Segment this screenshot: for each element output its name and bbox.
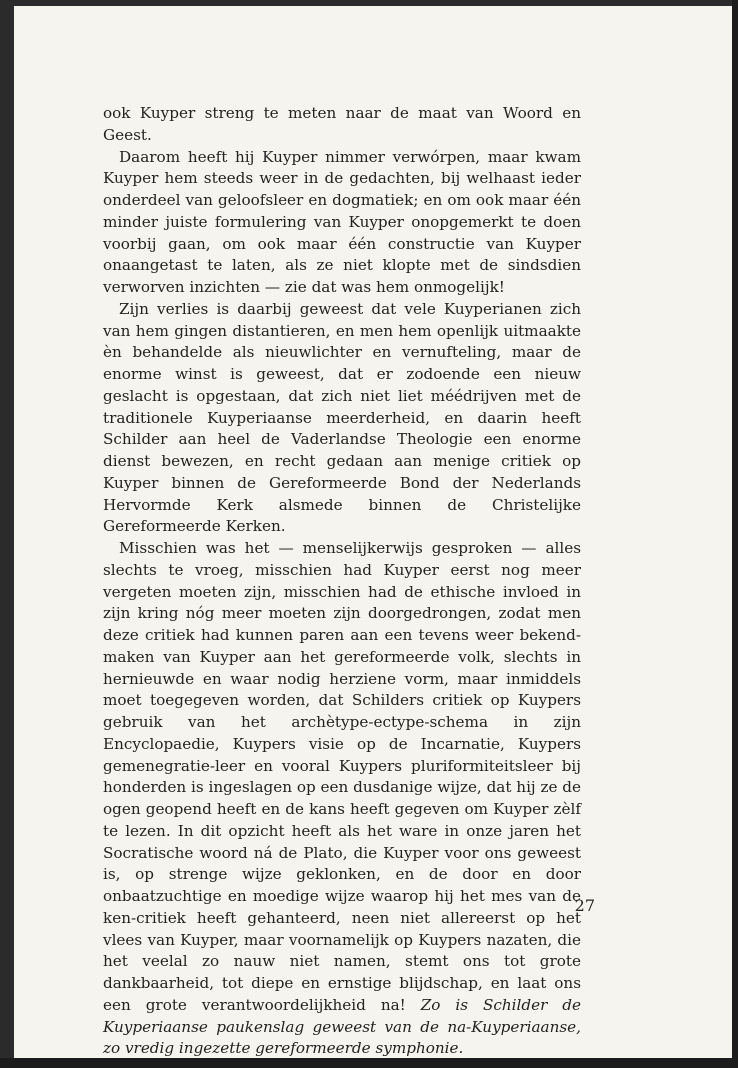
page-number: 27 bbox=[574, 896, 595, 915]
paragraph-misschien-text: Misschien was het — menselijkerwijs gesproken — alles slechts te vroeg, misschien had Kuyper eerst nog meer vergeten moeten zijn, misschien had de ethische invloed in zijn kring nóg meer moeten zijn doorgedrongen, zodat men deze critiek had kunnen paren aan een tevens weer bekend-maken van Kuyper aan het gereformeerde volk, slechts in hernieuwde en waar nodig herziene vorm, maar inmiddels moet toegegeven worden, dat Schilders critiek op Kuypers gebruik van het archètype-ectype-schema in zijn Encyclopaedie, Kuypers visie op de Incarnatie, Kuypers gemenegratie-leer en vooral Kuypers pluriformiteitsleer bij honderden is ingeslagen op een dusdanige wijze, dat hij ze de ogen geopend heeft en de kans heeft gegeven om Kuyper zèlf te lezen. In dit opzicht heeft als het ware in onze jaren het Socratische woord ná de Plato, die Kuyper voor ons geweest is, op strenge wijze geklonken, en de door en door onbaatzuchtige en moedige wijze waarop hij het mes van de ken-critiek heeft gehanteerd, neen niet allereerst op het vlees van Kuyper, maar voornamelijk op Kuypers nazaten, die het veelal zo nauw niet namen, stemt ons tot grote dankbaarheid, tot diepe en ernstige blijdschap, en laat ons een grote verantwoordelijkheid na! bbox=[103, 539, 581, 1014]
paragraph-continuation: ook Kuyper streng te meten naar de maat van Woord en Geest. bbox=[103, 104, 581, 144]
closing-italic-sentence: Zo is Schilder de Kuyperiaanse paukenslag geweest van de na-Kuyperiaanse, zo vredig ingezette gereformeerde symphonie. bbox=[103, 995, 581, 1058]
paragraph-misschien bbox=[103, 538, 581, 1060]
body-text bbox=[103, 103, 581, 1060]
scan-edge-right bbox=[732, 0, 738, 1068]
book-page bbox=[14, 6, 732, 1058]
scan-edge-bottom bbox=[0, 1058, 738, 1068]
paragraph-zijn-verlies: Zijn verlies is daarbij geweest dat vele Kuyperianen zich van hem gingen distantieren, en men hem openlijk uitmaakte èn behandelde als nieuwlichter en vernufteling, maar de enorme winst is geweest, dat er zodoende een nieuw geslacht is opgestaan, dat zich niet liet méédrijven met de traditionele Kuyperiaanse meerderheid, en daarin heeft Schilder aan heel de Vaderlandse Theologie een enorme dienst bewezen, en recht gedaan aan menige critiek op Kuyper binnen de Gereformeerde Bond der Nederlands Hervormde Kerk alsmede binnen de Christelijke Gereformeerde Kerken. bbox=[103, 299, 581, 536]
paragraph-daarom: Daarom heeft hij Kuyper nimmer verwórpen, maar kwam Kuyper hem steeds weer in de gedachten, bij welhaast ieder onderdeel van geloofsleer en dogmatiek; en om ook maar één minder juiste formulering van Kuyper onopgemerkt te doen voorbij gaan, om ook maar één constructie van Kuyper onaangetast te laten, als ze niet klopte met de sindsdien verworven inzichten — zie dat was hem onmogelijk! bbox=[103, 147, 581, 296]
